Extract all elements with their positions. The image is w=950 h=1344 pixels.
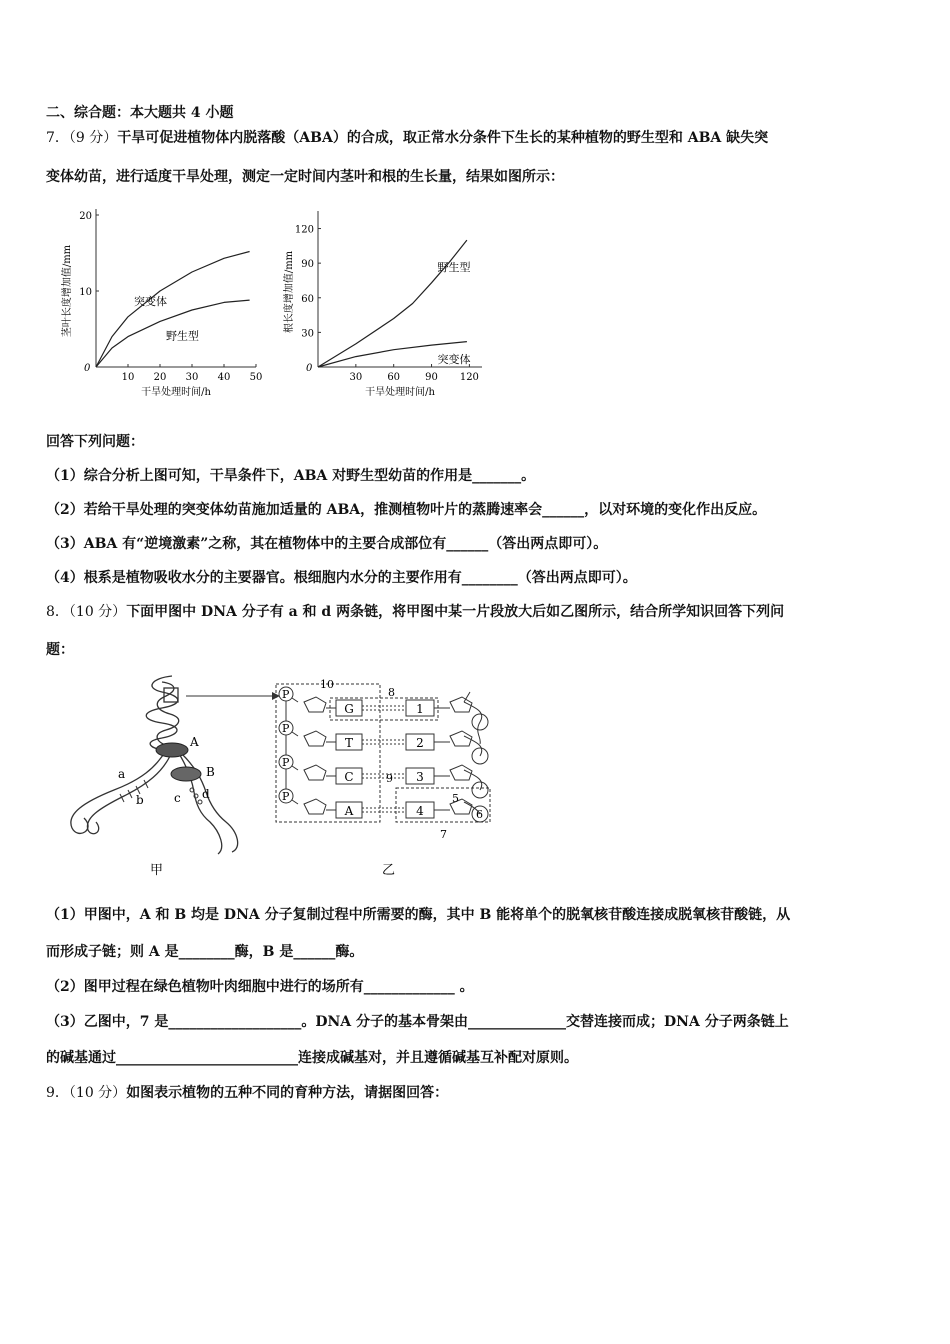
jia-label-c: c <box>174 791 181 805</box>
yi-right-number-2: 2 <box>416 736 424 750</box>
q9-number: 9． <box>46 1085 69 1101</box>
yi-sugar-icon <box>304 799 326 814</box>
section-title: 二、综合题：本大题共 4 小题 <box>46 105 234 121</box>
x-axis-label: 干旱处理时间/h <box>365 387 435 398</box>
y-tick-label: 10 <box>79 287 92 298</box>
q7-stem-line1 <box>46 128 768 148</box>
series-label-0: 突变体 <box>134 294 167 308</box>
yi-right-number-3: 3 <box>416 770 424 784</box>
yi-base-connectors <box>326 708 450 810</box>
q7-sub-1: （1）综合分析上图可知，干旱条件下，ABA 对野生型幼苗的作用是_______。 <box>46 468 536 484</box>
yi-left-base-A: A <box>344 804 354 818</box>
q7-sub-3: （3）ABA 有“逆境激素”之称，其在植物体中的主要合成部位有______（答出两点即可）。 <box>46 536 608 552</box>
x-axis-label: 干旱处理时间/h <box>141 387 211 398</box>
jia-enzyme-B <box>171 767 201 781</box>
q7-stem-text: 干旱可促进植物体内脱落酸（ABA）的合成，取正常水分条件下生长的某种植物的野生型和 ABA 缺失突 <box>117 130 769 146</box>
series-label-1: 野生型 <box>166 329 199 343</box>
q8-sub-3: （3）乙图中，7 是___________________。DNA 分子的基本骨架由______________交替连接而成；DNA 分子两条链上 <box>46 1014 789 1030</box>
q7-sub-4: （4）根系是植物吸收水分的主要器官。根细胞内水分的主要作用有________（答出两点即可）。 <box>46 570 637 586</box>
x-tick-label: 10 <box>121 372 135 383</box>
series-label-1: 突变体 <box>437 353 471 367</box>
origin-label: 0 <box>306 363 313 374</box>
jia-enzyme-A <box>156 743 188 757</box>
yi-phosphate-label: P <box>282 790 290 803</box>
yi-phosphate-label: P <box>282 688 290 701</box>
yi-right-number-4: 4 <box>416 804 424 818</box>
yi-right-number-1: 1 <box>416 702 424 716</box>
q8-sub-1-cont: 而形成子链；则 A 是________酶，B 是______酶。 <box>46 944 364 960</box>
yi-label-9: 9 <box>386 772 393 785</box>
series-label-0: 野生型 <box>437 260 471 274</box>
q9-stem-text: 如图表示植物的五种不同的育种方法，请据图回答： <box>126 1085 449 1101</box>
q7-score: （9 分） <box>68 130 118 146</box>
jia-label-a: a <box>118 767 126 781</box>
x-tick-label: 30 <box>185 372 199 383</box>
x-tick-label: 120 <box>459 372 479 383</box>
yi-label-8: 8 <box>388 686 395 699</box>
x-tick-label: 30 <box>349 372 363 383</box>
q7-sub-2: （2）若给干旱处理的突变体幼苗施加适量的 ABA，推测植物叶片的蒸腾速率会______，以对环境的变化作出反应。 <box>46 502 767 518</box>
yi-label-5: 5 <box>452 792 459 805</box>
y-axis-label: 茎叶长度增加值/mm <box>62 244 73 338</box>
yi-sugar-icon <box>304 697 326 712</box>
series-line-0 <box>96 252 250 368</box>
series-line-0 <box>318 240 467 367</box>
yi-label-10: 10 <box>320 678 334 691</box>
x-tick-label: 60 <box>387 372 401 383</box>
jia-label-d: d <box>202 787 210 801</box>
q7-number: 7． <box>46 130 69 146</box>
yi-label-7: 7 <box>440 828 447 841</box>
yi-sugar-icon <box>304 765 326 780</box>
jia-label-A: A <box>190 735 199 749</box>
y-axis-label: 根长度增加值/mm <box>284 250 295 334</box>
q8-number: 8． <box>46 604 69 620</box>
q8-stem-line1 <box>46 602 784 622</box>
y-tick-label: 120 <box>294 224 314 236</box>
q7-chart-shoot <box>48 202 278 402</box>
yi-left-base-C: C <box>344 770 354 784</box>
q7-stem-line2: 变体幼苗，进行适度干旱处理，测定一定时间内茎叶和根的生长量，结果如图所示： <box>46 169 564 185</box>
jia-label-b: b <box>136 793 144 807</box>
jia-label-B: B <box>206 765 215 779</box>
q8-stem-line2: 题： <box>46 642 74 658</box>
q8-stem-text: 下面甲图中 DNA 分子有 a 和 d 两条链，将甲图中某一片段放大后如乙图所示，结合所学知识回答下列问 <box>126 604 785 620</box>
y-tick-label: 30 <box>301 328 314 340</box>
yi-left-backbone <box>286 694 298 804</box>
dna-figure-yi <box>274 672 504 878</box>
x-tick-label: 20 <box>153 372 167 383</box>
q7-prompt: 回答下列问题： <box>46 434 144 450</box>
q9-score: （10 分） <box>68 1085 127 1101</box>
q8-score: （10 分） <box>68 604 127 620</box>
y-tick-label: 60 <box>301 293 314 305</box>
yi-hydrogen-bonds <box>362 706 406 812</box>
yi-phosphate-label: P <box>282 722 290 735</box>
q8-sub-2: （2）图甲过程在绿色植物叶肉细胞中进行的场所有_____________ 。 <box>46 979 474 995</box>
yi-sugar-icon <box>304 731 326 746</box>
y-tick-label: 20 <box>79 211 92 222</box>
yi-left-base-T: T <box>344 736 354 750</box>
y-tick-label: 90 <box>301 259 314 271</box>
yi-phosphate-label: P <box>282 756 290 769</box>
yi-caption: 乙 <box>382 863 396 878</box>
q7-chart-root <box>282 202 502 402</box>
jia-strand-a <box>71 750 166 833</box>
x-tick-label: 50 <box>249 372 263 383</box>
yi-left-base-G: G <box>344 702 354 716</box>
q8-sub-3-cont: 的碱基通过__________________________连接成碱基对，并且遵循碱基互补配对原则。 <box>46 1050 578 1066</box>
jia-caption: 甲 <box>150 863 164 878</box>
yi-label-6: 6 <box>476 808 483 821</box>
jia-strand-b <box>87 756 170 834</box>
origin-label: 0 <box>84 363 91 374</box>
q9-stem <box>46 1083 448 1103</box>
x-tick-label: 90 <box>425 372 438 383</box>
yi-box-10 <box>276 684 380 822</box>
dna-figure-jia <box>44 668 284 880</box>
x-tick-label: 40 <box>217 372 231 383</box>
q8-sub-1: （1）甲图中，A 和 B 均是 DNA 分子复制过程中所需要的酶，其中 B 能将单个的脱氧核苷酸连接成脱氧核苷酸链，从 <box>46 907 791 923</box>
